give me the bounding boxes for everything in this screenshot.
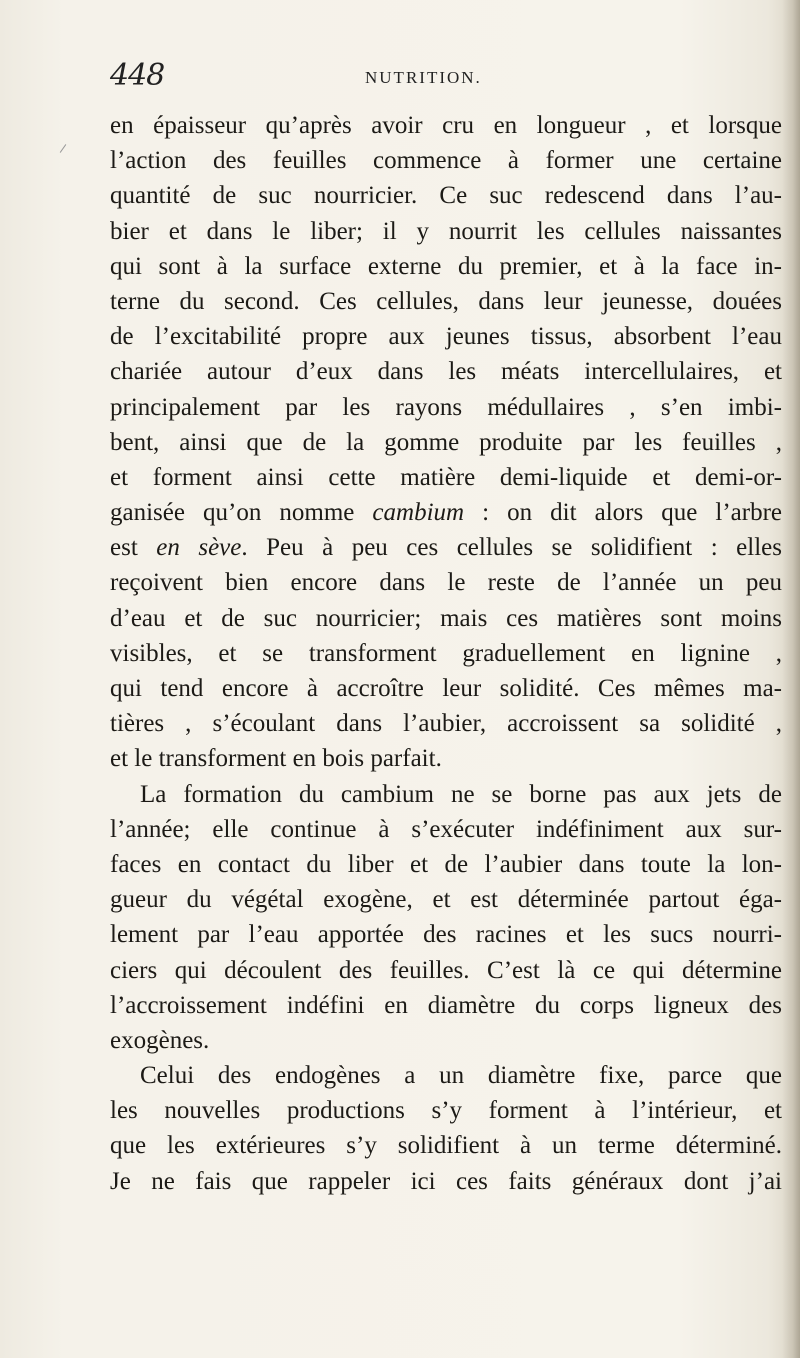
margin-pencil-mark: [60, 144, 67, 153]
running-head: NUTRITION.: [365, 68, 482, 87]
text-line: l’action des feuilles commence à former une certaine: [110, 147, 782, 175]
text-line: ganisée qu’on nomme cambium : on dit alors que l’arbre: [110, 499, 782, 527]
text-line: tières , s’écoulant dans l’aubier, accroissent sa solidité ,: [110, 710, 782, 738]
text-line: visibles, et se transforment graduellement en lignine ,: [110, 639, 782, 667]
text-line: l’accroissement indéfini en diamètre du corps ligneux des: [110, 991, 782, 1019]
text-line: bent, ainsi que de la gomme produite par les feuilles ,: [110, 428, 782, 456]
text-line: en épaisseur qu’après avoir cru en longueur , et lorsque: [110, 112, 782, 139]
body-text: [110, 108, 782, 1199]
text-line: La formation du cambium ne se borne pas aux jets de: [140, 780, 782, 808]
text-line: qui sont à la surface externe du premier, et à la face in-: [110, 252, 782, 280]
text-line: et le transforment en bois parfait.: [110, 745, 442, 773]
text-line: qui tend encore à accroître leur solidité. Ces mêmes ma-: [110, 675, 782, 702]
text-line: que les extérieures s’y solidifient à un terme déterminé.: [110, 1132, 782, 1160]
text-line: principalement par les rayons médullaires , s’en imbi-: [110, 393, 782, 421]
text-line: quantité de suc nourricier. Ce suc redescend dans l’au-: [110, 182, 782, 210]
text-line: de l’excitabilité propre aux jeunes tissus, absorbent l’eau: [110, 323, 782, 351]
text-line: reçoivent bien encore dans le reste de l’année un peu: [110, 569, 782, 597]
text-line: les nouvelles productions s’y forment à l’intérieur, et: [110, 1097, 782, 1125]
text-line: exogènes.: [110, 1026, 210, 1054]
page-header: [110, 58, 670, 98]
text-line: Celui des endogènes a un diamètre fixe, parce que: [140, 1062, 782, 1090]
text-line: l’année; elle continue à s’exécuter indéfiniment aux sur-: [110, 815, 782, 843]
text-line: Je ne fais que rappeler ici ces faits généraux dont j’ai: [110, 1167, 782, 1195]
page-edge-shadow: [782, 0, 800, 1358]
text-line: faces en contact du liber et de l’aubier dans toute la lon-: [110, 850, 782, 878]
page-number: 448: [110, 58, 165, 93]
text-line: lement par l’eau apportée des racines et les sucs nourri-: [110, 921, 782, 949]
text-line: d’eau et de suc nourricier; mais ces matières sont moins: [110, 604, 782, 632]
text-line: chariée autour d’eux dans les méats intercellulaires, et: [110, 358, 782, 386]
text-line: bier et dans le liber; il y nourrit les cellules naissantes: [110, 217, 782, 245]
text-line: gueur du végétal exogène, et est déterminée partout éga-: [110, 886, 782, 914]
text-line: et forment ainsi cette matière demi-liquide et demi-or-: [110, 463, 782, 491]
text-line: ciers qui découlent des feuilles. C’est là ce qui détermine: [110, 956, 782, 984]
text-line: terne du second. Ces cellules, dans leur jeunesse, douées: [110, 287, 782, 315]
text-line: est en sève. Peu à peu ces cellules se solidifient : elles: [110, 534, 782, 562]
